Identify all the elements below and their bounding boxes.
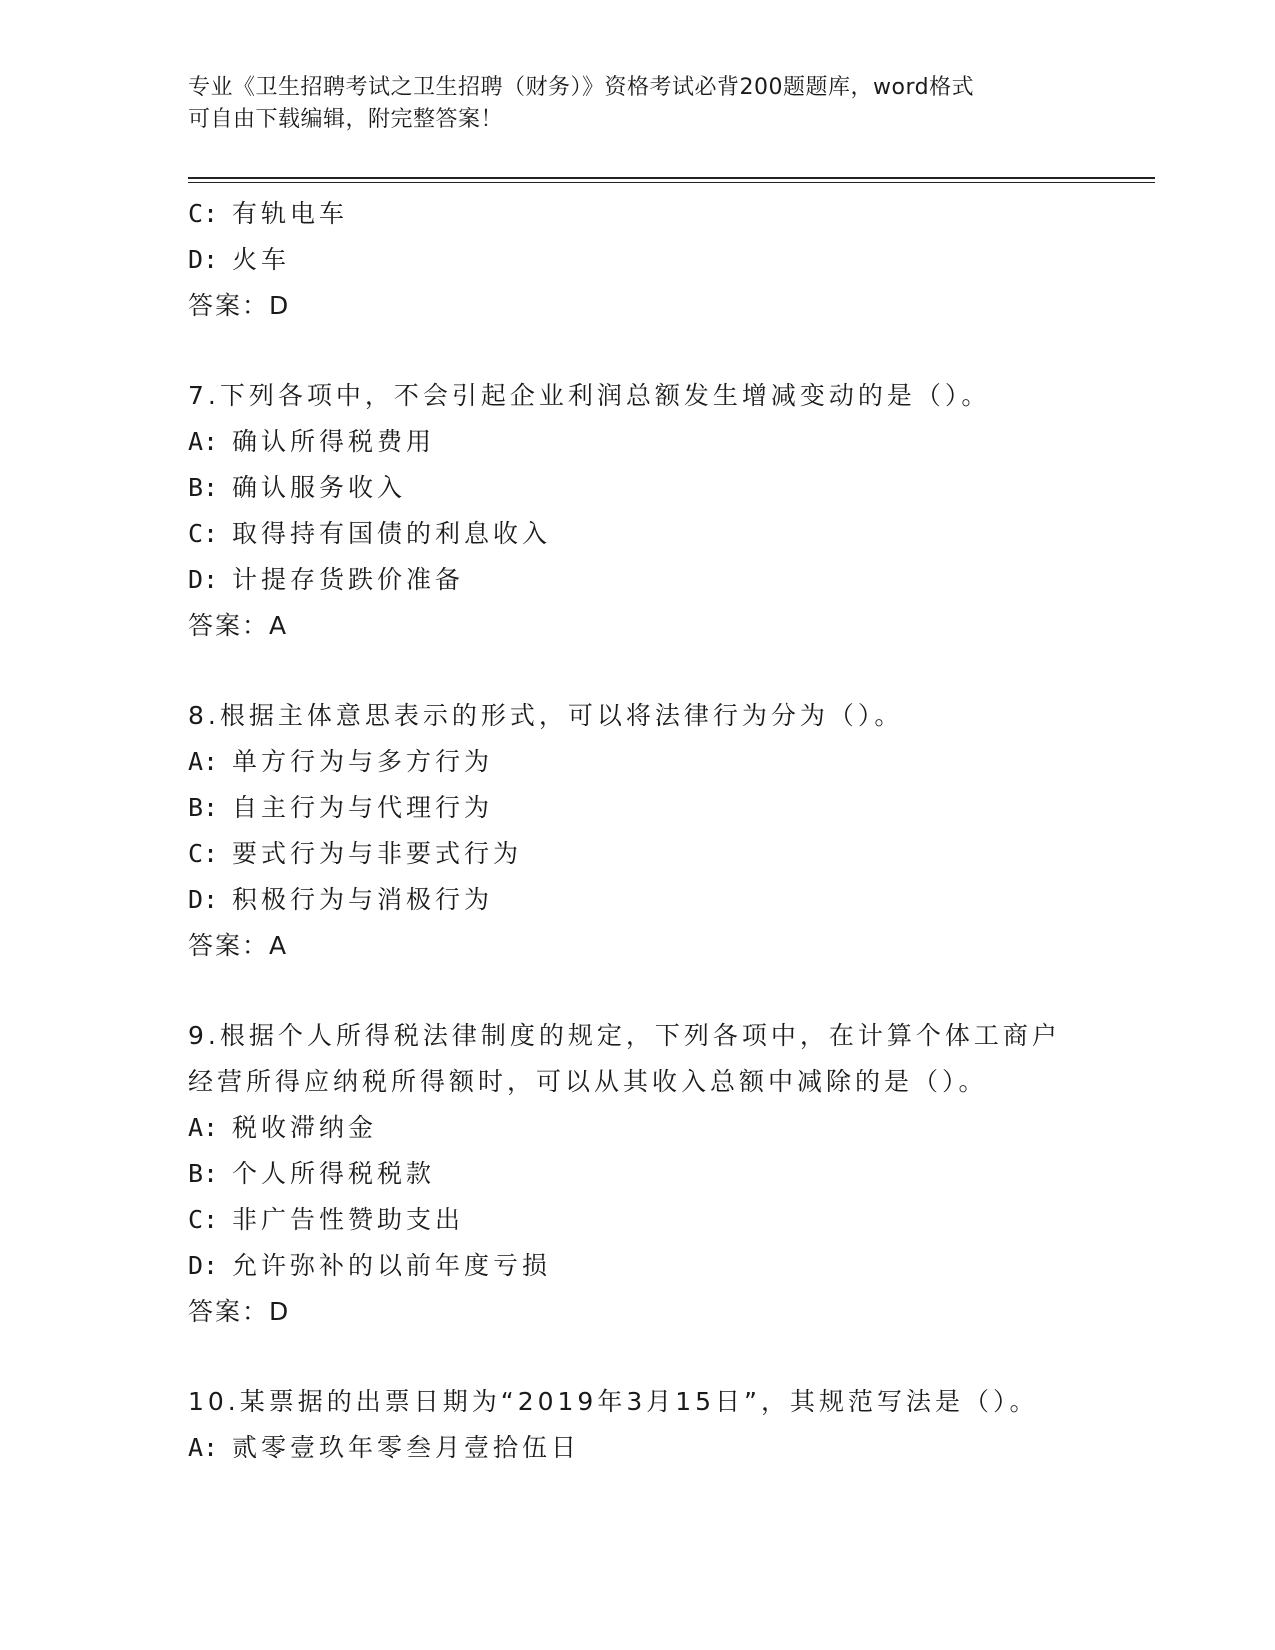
option-letter: A: <box>188 1113 219 1142</box>
option-text: 积极行为与消极行为 <box>232 885 494 914</box>
option-text: 要式行为与非要式行为 <box>232 839 523 868</box>
option-letter: C: <box>188 1205 219 1234</box>
option-letter: D: <box>188 245 219 274</box>
option-row <box>188 557 1088 603</box>
answer-line: 答案：D <box>188 291 291 320</box>
option-letter: B: <box>188 1159 219 1188</box>
option-letter: D: <box>188 565 219 594</box>
option-letter: C: <box>188 839 219 868</box>
option-text: 贰零壹玖年零叁月壹拾伍日 <box>232 1433 581 1462</box>
option-text: 单方行为与多方行为 <box>232 747 494 776</box>
option-text: 税收滞纳金 <box>232 1113 378 1142</box>
option-letter: C: <box>188 199 219 228</box>
answer-line: 答案：A <box>188 931 289 960</box>
option-row <box>188 1151 1088 1197</box>
document-header <box>188 72 1088 136</box>
question-stem: 9.根据个人所得税法律制度的规定，下列各项中，在计算个体工商户 <box>188 1021 1061 1050</box>
answer-line: 答案：D <box>188 1297 291 1326</box>
option-row <box>188 1197 1088 1243</box>
header-line-1: 专业《卫生招聘考试之卫生招聘（财务）》资格考试必背200题题库，word格式 <box>188 75 975 100</box>
option-text: 非广告性赞助支出 <box>232 1205 465 1234</box>
question-stem: 8.根据主体意思表示的形式，可以将法律行为分为（）。 <box>188 701 904 730</box>
option-row <box>188 831 1088 877</box>
option-letter: D: <box>188 885 219 914</box>
option-row <box>188 419 1088 465</box>
option-text: 确认所得税费用 <box>232 427 436 456</box>
option-row <box>188 1425 1088 1471</box>
option-row <box>188 877 1088 923</box>
option-text: 火车 <box>232 245 291 274</box>
option-text: 取得持有国债的利息收入 <box>232 519 552 548</box>
option-text: 个人所得税税款 <box>232 1159 436 1188</box>
header-line-2: 可自由下载编辑，附完整答案！ <box>188 107 504 132</box>
option-text: 确认服务收入 <box>232 473 407 502</box>
option-row <box>188 785 1088 831</box>
option-row <box>188 237 1088 283</box>
option-letter: C: <box>188 519 219 548</box>
option-text: 自主行为与代理行为 <box>232 793 494 822</box>
option-letter: B: <box>188 473 219 502</box>
option-text: 允许弥补的以前年度亏损 <box>232 1251 552 1280</box>
header-rule-thin <box>188 182 1155 183</box>
option-row <box>188 739 1088 785</box>
option-text: 有轨电车 <box>232 199 349 228</box>
question-stem-continued: 经营所得应纳税所得额时，可以从其收入总额中减除的是（）。 <box>188 1067 988 1096</box>
question-stem: 10.某票据的出票日期为“2019年3月15日”，其规范写法是（）。 <box>188 1387 1039 1416</box>
option-letter: A: <box>188 747 219 776</box>
option-letter: B: <box>188 793 219 822</box>
header-rule-thick <box>188 177 1155 179</box>
option-row <box>188 1105 1088 1151</box>
option-row <box>188 191 1088 237</box>
option-row <box>188 1243 1088 1289</box>
option-row <box>188 511 1088 557</box>
option-letter: A: <box>188 1433 219 1462</box>
option-row <box>188 465 1088 511</box>
question-stem: 7.下列各项中，不会引起企业利润总额发生增减变动的是（）。 <box>188 381 991 410</box>
option-text: 计提存货跌价准备 <box>232 565 465 594</box>
answer-line: 答案：A <box>188 611 289 640</box>
question-content <box>188 191 1088 1471</box>
option-letter: A: <box>188 427 219 456</box>
option-letter: D: <box>188 1251 219 1280</box>
